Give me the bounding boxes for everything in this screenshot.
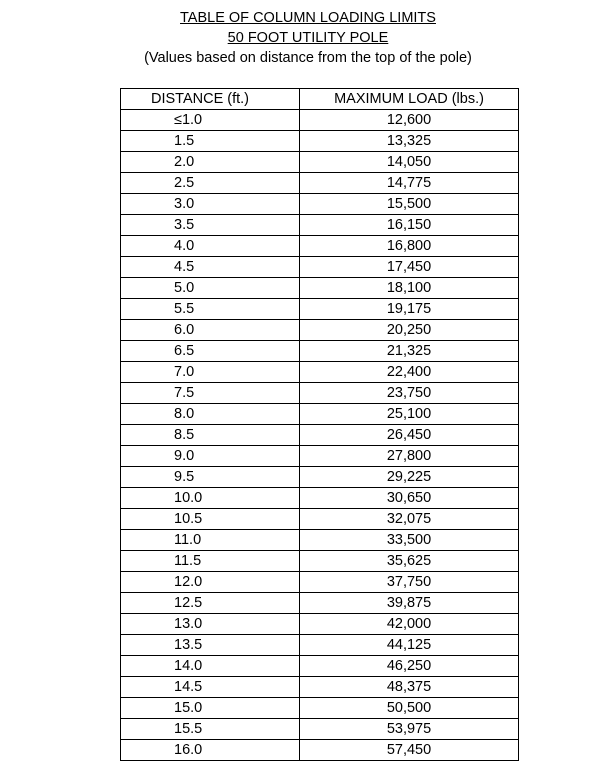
- distance-cell: 8.0: [121, 404, 300, 425]
- max-load-cell: 53,975: [300, 719, 519, 740]
- distance-cell: 9.5: [121, 467, 300, 488]
- distance-cell: 15.0: [121, 698, 300, 719]
- max-load-cell: 16,800: [300, 236, 519, 257]
- table-row: [121, 488, 519, 509]
- table-row: [121, 593, 519, 614]
- max-load-cell: 44,125: [300, 635, 519, 656]
- table-row: [121, 320, 519, 341]
- max-load-cell: 37,750: [300, 572, 519, 593]
- table-row: [121, 383, 519, 404]
- page-header: [0, 8, 616, 68]
- table-row: [121, 656, 519, 677]
- table-body: [121, 110, 519, 761]
- max-load-cell: 17,450: [300, 257, 519, 278]
- max-load-cell: 48,375: [300, 677, 519, 698]
- max-load-cell: 15,500: [300, 194, 519, 215]
- max-load-cell: 39,875: [300, 593, 519, 614]
- max-load-cell: 20,250: [300, 320, 519, 341]
- distance-cell: 12.5: [121, 593, 300, 614]
- column-header-distance: DISTANCE (ft.): [121, 89, 300, 110]
- table-row: [121, 173, 519, 194]
- distance-cell: 3.5: [121, 215, 300, 236]
- table-row: [121, 194, 519, 215]
- table-row: [121, 215, 519, 236]
- max-load-cell: 46,250: [300, 656, 519, 677]
- distance-cell: 10.0: [121, 488, 300, 509]
- table-row: [121, 467, 519, 488]
- distance-cell: 16.0: [121, 740, 300, 761]
- distance-cell: 4.5: [121, 257, 300, 278]
- table-row: [121, 740, 519, 761]
- column-header-max-load: MAXIMUM LOAD (lbs.): [300, 89, 519, 110]
- table-row: [121, 509, 519, 530]
- distance-cell: 11.5: [121, 551, 300, 572]
- table-row: [121, 152, 519, 173]
- table-header-row: [121, 89, 519, 110]
- max-load-cell: 23,750: [300, 383, 519, 404]
- max-load-cell: 32,075: [300, 509, 519, 530]
- max-load-cell: 13,325: [300, 131, 519, 152]
- max-load-cell: 18,100: [300, 278, 519, 299]
- max-load-cell: 22,400: [300, 362, 519, 383]
- max-load-cell: 16,150: [300, 215, 519, 236]
- distance-cell: 9.0: [121, 446, 300, 467]
- distance-cell: ≤1.0: [121, 110, 300, 131]
- max-load-cell: 27,800: [300, 446, 519, 467]
- distance-cell: 2.5: [121, 173, 300, 194]
- max-load-cell: 57,450: [300, 740, 519, 761]
- distance-cell: 3.0: [121, 194, 300, 215]
- distance-cell: 12.0: [121, 572, 300, 593]
- distance-cell: 15.5: [121, 719, 300, 740]
- table-row: [121, 341, 519, 362]
- max-load-cell: 26,450: [300, 425, 519, 446]
- distance-cell: 6.5: [121, 341, 300, 362]
- distance-cell: 8.5: [121, 425, 300, 446]
- page-title: TABLE OF COLUMN LOADING LIMITS: [180, 10, 436, 26]
- distance-cell: 11.0: [121, 530, 300, 551]
- table-row: [121, 425, 519, 446]
- table-row: [121, 131, 519, 152]
- distance-cell: 13.0: [121, 614, 300, 635]
- distance-cell: 7.0: [121, 362, 300, 383]
- table-row: [121, 572, 519, 593]
- distance-cell: 4.0: [121, 236, 300, 257]
- distance-cell: 13.5: [121, 635, 300, 656]
- max-load-cell: 14,775: [300, 173, 519, 194]
- max-load-cell: 29,225: [300, 467, 519, 488]
- table-row: [121, 257, 519, 278]
- table-row: [121, 614, 519, 635]
- table-row: [121, 635, 519, 656]
- distance-cell: 5.5: [121, 299, 300, 320]
- table-row: [121, 278, 519, 299]
- max-load-cell: 14,050: [300, 152, 519, 173]
- table-row: [121, 446, 519, 467]
- distance-cell: 14.5: [121, 677, 300, 698]
- page-note: (Values based on distance from the top of the pole): [144, 50, 472, 66]
- table-row: [121, 236, 519, 257]
- loading-limits-table: [120, 88, 519, 761]
- max-load-cell: 35,625: [300, 551, 519, 572]
- table-row: [121, 404, 519, 425]
- page-subtitle: 50 FOOT UTILITY POLE: [227, 30, 389, 46]
- distance-cell: 1.5: [121, 131, 300, 152]
- table-row: [121, 530, 519, 551]
- table-row: [121, 110, 519, 131]
- max-load-cell: 33,500: [300, 530, 519, 551]
- distance-cell: 10.5: [121, 509, 300, 530]
- table-row: [121, 719, 519, 740]
- distance-cell: 5.0: [121, 278, 300, 299]
- max-load-cell: 21,325: [300, 341, 519, 362]
- distance-cell: 14.0: [121, 656, 300, 677]
- table-row: [121, 299, 519, 320]
- max-load-cell: 30,650: [300, 488, 519, 509]
- distance-cell: 2.0: [121, 152, 300, 173]
- max-load-cell: 50,500: [300, 698, 519, 719]
- distance-cell: 6.0: [121, 320, 300, 341]
- max-load-cell: 25,100: [300, 404, 519, 425]
- max-load-cell: 12,600: [300, 110, 519, 131]
- max-load-cell: 19,175: [300, 299, 519, 320]
- table-row: [121, 677, 519, 698]
- table-row: [121, 551, 519, 572]
- distance-cell: 7.5: [121, 383, 300, 404]
- table-row: [121, 698, 519, 719]
- max-load-cell: 42,000: [300, 614, 519, 635]
- table-row: [121, 362, 519, 383]
